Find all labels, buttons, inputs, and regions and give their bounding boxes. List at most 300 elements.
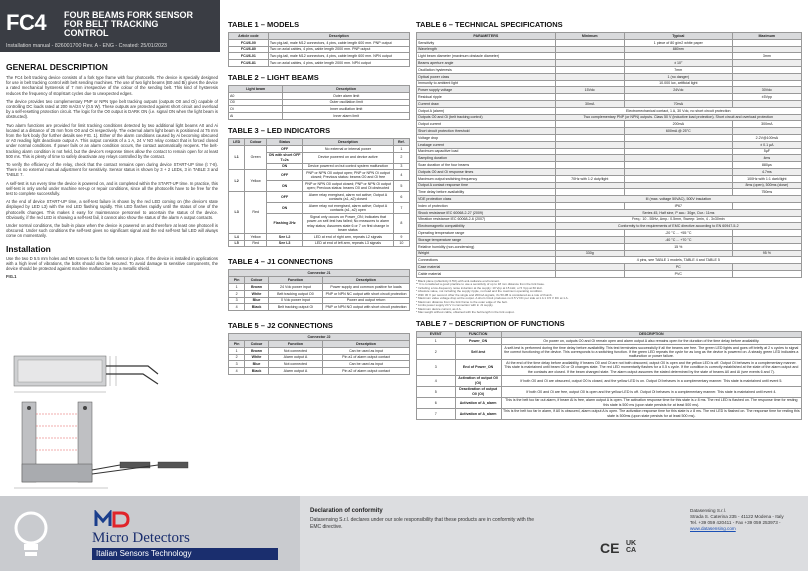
- table-cell: [624, 155, 732, 162]
- table-row: L1 Green OFF No external or internal power 1: [229, 145, 410, 152]
- table-header: Description: [323, 340, 410, 347]
- table-cell: [732, 243, 801, 250]
- table-row: [417, 80, 802, 87]
- brand-logo: [88, 506, 278, 566]
- table-row: 1 Brown Not connected Can be used as input: [229, 347, 410, 354]
- table-cell: [732, 128, 801, 135]
- table-cell: 2.2V@100mA: [732, 134, 801, 141]
- table-cell: Index of protection: [417, 202, 556, 209]
- footnote: * Black plane (reflectivity 0.5%) with anti-radiance environment.: [416, 278, 500, 283]
- table-row: Ai Inner alarm limit: [229, 113, 410, 120]
- table-cell: Deactivation of output O0 (Oi): [455, 386, 501, 397]
- table-cell: [624, 148, 732, 155]
- table-header: EVENT: [417, 331, 456, 338]
- table-row: [417, 66, 802, 73]
- table-row: ON Device powered on but control system malfunction 3: [229, 163, 410, 170]
- table-cell: [555, 236, 624, 243]
- paragraph: A self-test is run every time the device is powered on, and is completed within the START-UP time. In practice, this self-test is only useful under machine set-up or repair conditions, since all the photocells have to be free for the test to complete successfully.: [6, 180, 218, 197]
- table-cell: [555, 39, 624, 46]
- table-cell: [555, 94, 624, 101]
- table-cell: [624, 189, 732, 196]
- table-cell: Time delay before availability: [417, 189, 556, 196]
- table-cell: [555, 230, 624, 237]
- table-cell: 7: [417, 408, 456, 419]
- table-cell: 880nm: [624, 46, 732, 53]
- table-cell: This is the belt too far in alarm, if A0 is obscured, alarm output A is open. The activation response time for this state is ≥ 8 ms. The red LED is flashed on. The response time for resting this state is 500ms (upon state persists for at least 500 ms).: [503, 409, 800, 418]
- table-row: [417, 60, 802, 67]
- table-cell: ± 0.1 µA: [732, 141, 801, 148]
- table-row: [417, 141, 802, 148]
- table-cell: [555, 148, 624, 155]
- table-cell: Series 45, Half sine, P acc.: 30gn, Dur.: 11ms: [555, 209, 801, 216]
- footnote: * Absolute value, not including the supply ripple, not load and the maximum operating condition.: [416, 289, 543, 294]
- table-cell: [732, 80, 801, 87]
- table-cell: [732, 39, 801, 46]
- table-cell: Oscillation hysteresis: [417, 66, 556, 73]
- table-row: [417, 182, 802, 189]
- table-cell: Activation of A_alarm: [455, 408, 501, 419]
- table-header: Colour: [245, 340, 269, 347]
- table-row: [417, 87, 802, 94]
- table-row: 2 White Alarm output A Pin a1 of alarm output contact: [229, 354, 410, 361]
- table-header: Maximum: [732, 33, 801, 40]
- table-cell: 30Vdc: [732, 87, 801, 94]
- table7-title: TABLE 7 – DESCRIPTION OF FUNCTIONS: [416, 318, 565, 328]
- table-row: Oi Inner oscillation limit: [229, 106, 410, 113]
- table-row: [417, 386, 802, 397]
- table-row: L5 Red See L3 LED at end of left arm, repeats L3 signals 10: [229, 240, 410, 247]
- table-row: [417, 345, 802, 360]
- table5-j2-connections: [228, 333, 410, 375]
- right-column: [416, 20, 802, 420]
- table-row: [417, 397, 802, 408]
- table-cell: [624, 162, 732, 169]
- table-cell: 7mm: [624, 66, 732, 73]
- table-cell: 1: [417, 338, 456, 345]
- table-cell: 330g: [555, 250, 624, 257]
- table-cell: [555, 80, 624, 87]
- table-row: [417, 162, 802, 169]
- table-cell: PC: [624, 264, 732, 271]
- company-website-link[interactable]: www.datasensing.com: [690, 526, 736, 531]
- table-cell: Leakage current: [417, 141, 556, 148]
- table-cell: [555, 189, 624, 196]
- table-cell: Maximum capacitive load: [417, 148, 556, 155]
- table-cell: [732, 100, 801, 107]
- table-cell: Outputs O0 and Oi (belt tracking control): [417, 114, 556, 121]
- table-row: L4 Yellow See L2 LED at end of right arm, repeats L2 signals 9: [229, 233, 410, 240]
- paragraph: The device provides two complementary PNP or NPN type belt tracking outputs (outputs O0 and Oi) capable of controlling DC loads rated at 200 mA/24 V (0.5 W). These outputs are protected against short circuit and overload by a self-resetting protection circuit. The logic for the O0 output is DARK ON (i.e. signal ON when the light beam is obstructed).: [6, 98, 218, 120]
- table-cell: 4: [417, 375, 456, 386]
- table-cell: [624, 175, 732, 182]
- table-cell: [732, 46, 801, 53]
- table-row: [417, 107, 802, 114]
- table-header: Description: [283, 85, 410, 92]
- document-header: [0, 0, 220, 52]
- table-cell: ± 10°: [624, 60, 732, 67]
- footnote: * Limits power supply 24 V in connection with in J1 supply.: [416, 303, 494, 308]
- table-row: [417, 338, 802, 345]
- table-header: Article code: [229, 33, 269, 40]
- table-cell: ±5Vpp: [732, 94, 801, 101]
- table-row: L3 Red OFF Alarm relay energised, alarm not active; Output A contacts (a1, a2) closed 6: [229, 192, 410, 203]
- table-cell: [732, 66, 801, 73]
- table-row: [417, 250, 802, 257]
- table-cell: 200mA: [624, 121, 732, 128]
- table1-title: TABLE 1 – MODELS: [228, 20, 300, 29]
- table-row: O0 Outer oscillation limit: [229, 99, 410, 106]
- table-cell: [555, 202, 624, 209]
- table-row: 2 White Belt tracking output O0 PNP or NPN NC output with short circuit protection: [229, 290, 410, 297]
- table-cell: Activation of A_alarm: [455, 397, 501, 408]
- table-cell: [555, 134, 624, 141]
- table-row: [417, 202, 802, 209]
- table-header: Status: [267, 138, 303, 145]
- logo-name: Micro Detectors: [92, 530, 190, 546]
- table-cell: Light beam diameter (maximum obstacle diameter): [417, 53, 556, 60]
- table3-led-indicators: [228, 138, 410, 247]
- table-caption: Connector J1: [229, 270, 410, 277]
- table-cell: Electromechanical contact, 1 A, 30 Vdc, no short circuit protection: [555, 107, 801, 114]
- declaration-text: Datasensing S.r.l. declares under our sole responsibility that these products are in conformity with the EMC directive.: [310, 517, 535, 530]
- table-row: [417, 39, 802, 46]
- table-row: [417, 189, 802, 196]
- table-cell: Freq.: 10 - 55Hz, Amp.: 0.5mm, Sweep: 1min, 4 - 3x30min: [555, 216, 801, 223]
- table-cell: 30mA: [555, 100, 624, 107]
- table-cell: 1 (no danger): [624, 73, 732, 80]
- table-cell: Cable material: [417, 270, 556, 277]
- table-cell: Connections: [417, 257, 556, 264]
- table-cell: 3: [417, 360, 456, 375]
- table-cell: Residual ripple: [417, 94, 556, 101]
- table-cell: Vibration resistance IEC 60068-2-6 (2007): [417, 216, 556, 223]
- table-row: [417, 114, 802, 121]
- table-header: PARAMETERS: [417, 33, 556, 40]
- table-cell: Operating temperature range: [417, 230, 556, 237]
- table-cell: [624, 134, 732, 141]
- table-row: [417, 128, 802, 135]
- table-row: [417, 375, 802, 386]
- table-cell: 2: [417, 345, 456, 360]
- table-cell: 5µF: [732, 148, 801, 155]
- table-row: [417, 121, 802, 128]
- table1-models: [228, 32, 410, 67]
- table-header: Function: [268, 340, 322, 347]
- table-header: Colour: [245, 138, 267, 145]
- table-row: Flashing 2Hz Signal only occurs on Power_ON; Indicates that power-on self-test has failed; No measures to alarm relay status; Assumes state 6 or 7 on first change in beam status 8: [229, 214, 410, 233]
- table-cell: Sampling duration: [417, 155, 556, 162]
- company-phone: Tel. +39 059 420411 - Fax +39 059 253973 -: [690, 520, 781, 525]
- table-cell: [732, 73, 801, 80]
- table-row: L2 Yellow OFF PNP or NPN O0 output open; PNP or NPN Oi output closed; Previous status: beams O0 and Oi free 4: [229, 170, 410, 181]
- table-row: FC4/6-81 Two on axial cables, 4 pins, cable length 2000 mm. NPN output: [229, 60, 410, 67]
- table7-functions: [416, 331, 802, 420]
- table-cell: Self-test: [455, 345, 501, 360]
- table-cell: Output current: [417, 121, 556, 128]
- cable-j1: [106, 366, 158, 374]
- table-cell: [732, 202, 801, 209]
- table6-title: TABLE 6 – TECHNICAL SPECIFICATIONS: [416, 20, 563, 29]
- table-cell: Immunity to ambient light: [417, 80, 556, 87]
- table-cell: 4 pins, see TABLE 1 models, TABLE 4 and TABLE 5: [555, 257, 801, 264]
- table-row: A0 Outer alarm limit: [229, 92, 410, 99]
- table-cell: [555, 66, 624, 73]
- table-caption: Connector J2: [229, 334, 410, 341]
- table-row: ON PNP or NPN O0 output closed; PNP or NPN Oi output open; Previous status: beams O0 and Oi obstructed 5: [229, 181, 410, 192]
- table-cell: 70mA: [624, 100, 732, 107]
- table-cell: IP67: [624, 202, 732, 209]
- table-cell: At the end of the time delay before availability, if beams O0 and Oi are not both obscured, output O0 is open and the yellow LED is off. Output Oi behaves in a complementary manner. This state is maintained until beam O0 or Oi changes state. The red LED momentarily flashes for a 0.5 s cycle. If the condition is correctly established at the state of the alarm output and the contacts are closed. If the beam changed state. The alarm output assumes the stated determined by the state of beams A0 and Ai (see events 6 and 7).: [501, 360, 801, 375]
- table-row: [417, 209, 802, 216]
- table-cell: [555, 121, 624, 128]
- table-cell: Sensitivity: [417, 39, 556, 46]
- paragraph: Two alarm functions are provided for limit tracking conditions detected by two additional light beams A0 and Ai located at a distance of 25 mm from O0 and Oi respectively. The external alarm light beam is positioned at 75 mm from the fork body (for further details see FIG. 1). Either of the alarm conditions caused by Ai becoming obscured or A0 reading light deactivate output A. This output consists of a 1 A, 24 V NO relay contact that is forced closed under normal conditions. If power fails or an alarm condition occurs, the contact automatically reopens. The belt-tracking alarm condition is not held, but the device's response times allow the contact to remain open for at least 500 ms. This is plenty of time to safely deactivate any relays controlled by the contact.: [6, 122, 218, 159]
- table-row: [417, 100, 802, 107]
- table-cell: [555, 73, 624, 80]
- table-cell: 1 piece of 80 g/m2 white paper: [624, 39, 732, 46]
- ukca-mark: UK CA: [626, 540, 637, 554]
- table-row: [417, 236, 802, 243]
- table-cell: 5: [417, 386, 456, 397]
- table-cell: [732, 264, 801, 271]
- table-cell: [732, 230, 801, 237]
- table-row: [417, 134, 802, 141]
- paragraph: To verify the efficiency of the relay, check that the contact remains open during device START-UP time (t 7-8). There is no external manual adjustment for sensitivity. Sensor status is shown by 3 + 2 LEDs, 3 in TABLE 3 and TABLE 7.: [6, 162, 218, 178]
- middle-column: [228, 20, 410, 375]
- table-cell: VDE protection class: [417, 196, 556, 203]
- table-cell: Outputs O0 and Oi response times: [417, 168, 556, 175]
- footnote: * Max weight without cable, obtained with the belt length in the fork output.: [416, 310, 515, 315]
- table-cell: [555, 182, 624, 189]
- manual-subtitle: Installation manual - 826001700 Rev. A - ENG - Created: 25/01/2023: [6, 43, 167, 49]
- table-cell: [555, 168, 624, 175]
- table-row: 4 Black Belt tracking output Oi PNP or NPN NO output with short circuit protection: [229, 304, 410, 311]
- section-heading: Installation: [6, 243, 51, 254]
- footnote: * Maximum value voltage drop at the output. A short circuit produces no 0.5 V DC per side at 1 A 1 0.5 V DC at 1 A.: [416, 296, 569, 301]
- table-cell: Electromagnetic compatibility: [417, 223, 556, 230]
- cable-j2: [106, 374, 158, 384]
- table-row: FC4/6-80 Two on axial cables, 4 pins, cable length 2000 mm. PNP output: [229, 46, 410, 53]
- table-cell: Short circuit protection threshold: [417, 128, 556, 135]
- table-row: [417, 408, 802, 419]
- ce-mark: CE: [600, 540, 620, 556]
- connector-j2: [158, 462, 188, 468]
- table-cell: -40 °C ... +70 °C: [624, 236, 732, 243]
- table-row: [417, 196, 802, 203]
- table-cell: 4.7ms: [732, 168, 801, 175]
- table-cell: Current draw: [417, 100, 556, 107]
- paragraph: The FC4 belt tracking device consists of a fork type frame with four photocells. The device is specially designed for use in belt tracking control with belt sending machines. The use of two light beams (B0 and Bi) gives the device a rated mechanical hysteresis of 7 mm irrespective of the colour of the sending belt. This kind of hysteresis reduces the frequency of stop/start cycles due to unexpected edges.: [6, 75, 218, 96]
- table-header: Description: [323, 277, 410, 284]
- table-cell: [624, 250, 732, 257]
- table4-j1-connections: [228, 269, 410, 311]
- table-header: Function: [268, 277, 322, 284]
- table-cell: Scan duration of the four beams: [417, 162, 556, 169]
- table-header: Light beam: [229, 85, 283, 92]
- table-cell: If both O0 and Oi are free, output O0 is open and the yellow LED is off. Output Oi behaves in a complementary manner. This state is maintained until event 4.: [501, 386, 801, 397]
- paragraph: Use the two D 5.5 mm holes and M6 screws to fix the fork sensor in place. If the device is installed in applications with a high level of vibrations, the bolts should also be secured. To avoid damage to sensitive components, the device should be protected against machine malfunctions by a metallic shield.: [6, 255, 218, 272]
- table-cell: Conformity to the requirements of EMC directive according to EN 60947-5-2: [555, 223, 801, 230]
- table-cell: End of Power_ON: [455, 360, 501, 375]
- table-header: Minimum: [555, 33, 624, 40]
- table-cell: 15 %: [624, 243, 732, 250]
- table-row: [417, 270, 802, 277]
- table3-title: TABLE 3 – LED INDICATORS: [228, 125, 331, 135]
- table-cell: [732, 60, 801, 67]
- table-header: Typical: [624, 33, 732, 40]
- table-cell: Two complementary PNP (or NPN) outputs. Class 50 V (inductive load protection). Short circuit and overload protection: [555, 114, 801, 121]
- table-cell: [624, 94, 732, 101]
- table-row: 3 Blue 0 Vdc power input Power and output return: [229, 297, 410, 304]
- product-title: FOUR BEAMS FORK SENSOR FOR BELT TRACKING CONTROL: [64, 10, 194, 38]
- table-row: [417, 230, 802, 237]
- table2-title: TABLE 2 – LIGHT BEAMS: [228, 72, 319, 82]
- table-cell: [555, 141, 624, 148]
- table-cell: A self-test is performed during the time delay before availability. This test terminates successfully if all the beams are free. The green LED lights and goes off briefly at 2 s cycles to signal the correct functioning of the device. This corresponds to a switching function. If the green LED repeats the cycle for as long as the device is powered on. A steady green LED indicates a malfunction or power failure.: [501, 345, 801, 360]
- table-cell: 70Hz with 1:2 duty/light: [555, 175, 624, 182]
- table-cell: Output A (alarm): [417, 107, 556, 114]
- table-cell: Voltage drop: [417, 134, 556, 141]
- table-row: [417, 223, 802, 230]
- footnote: * Including a low-frequency noise induction at the supply: 10 Vpp at 15 kHz, or 5 Vpp at 60 kHz.: [416, 285, 543, 290]
- fork-base: [22, 464, 92, 482]
- table-cell: 6: [417, 397, 456, 408]
- table-cell: III (max. voltage 50VAC), 500V insulation: [555, 196, 801, 203]
- figure-label: FIG.1: [6, 274, 17, 280]
- table-row: [417, 264, 802, 271]
- table-cell: 600mA @ 25°C: [624, 128, 732, 135]
- footnote: ** It is considered a good practice to use a sensitivity of up to 18 mm distance from the fork base.: [416, 282, 545, 287]
- table-cell: [732, 270, 801, 277]
- table6-technical-specs: [416, 32, 802, 278]
- table-cell: On power on, outputs O0 and Oi remain open and alarm output A also remains open for the duration of the time delay before availability.: [501, 338, 801, 345]
- footnote: * Maximum device current, as 2 A.: [416, 306, 462, 311]
- table-cell: 15Vdc: [555, 87, 624, 94]
- table-row: FC4/6-00 Two pig-tail, male M12 connectors, 4 pins, cable length 600 mm. PNP output: [229, 39, 410, 46]
- table-header: Pin: [229, 277, 245, 284]
- table-cell: Storage temperature range: [417, 236, 556, 243]
- table-cell: [555, 264, 624, 271]
- table-row: [417, 257, 802, 264]
- table-header: Ref.: [393, 138, 409, 145]
- table-cell: Activation of output O0 (Oi): [455, 375, 501, 386]
- table-cell: Power supply voltage: [417, 87, 556, 94]
- table-cell: Relative humidity (non-condensing): [417, 243, 556, 250]
- table-cell: [555, 46, 624, 53]
- table-cell: 880µs: [732, 162, 801, 169]
- company-address: [690, 508, 804, 532]
- table-cell: Beams aperture angle: [417, 60, 556, 67]
- table-row: 4 Black Alarm output A Pin a2 of alarm output contact: [229, 368, 410, 375]
- fig1-drawing: [8, 352, 220, 492]
- table-cell: [555, 270, 624, 277]
- table-cell: Weight: [417, 250, 556, 257]
- table-row: [417, 243, 802, 250]
- table5-title: TABLE 5 – J2 CONNECTIONS: [228, 321, 333, 331]
- table-cell: [624, 141, 732, 148]
- table-cell: [555, 243, 624, 250]
- company-street: Strada S. Caterina 235 - 41122 Modena - Italy: [690, 514, 784, 519]
- table-cell: [555, 53, 624, 60]
- table-cell: Case material: [417, 264, 556, 271]
- table-cell: 8ms (open), 500ms (close): [732, 182, 801, 189]
- table-cell: PVC: [624, 270, 732, 277]
- general-description-section: [6, 62, 218, 280]
- table-header: LED: [229, 138, 245, 145]
- table-row: ON Alarm relay not energised, alarm active; Output A contacts (a1, a2) open 7: [229, 203, 410, 214]
- table-row: [417, 155, 802, 162]
- table-header: Description: [303, 138, 394, 145]
- table-cell: 10.000 lux, artificial light: [624, 80, 732, 87]
- table-header: Description: [268, 33, 409, 40]
- table-row: [417, 46, 802, 53]
- table-cell: [555, 155, 624, 162]
- table-cell: Wavelength: [417, 46, 556, 53]
- table-header: Pin: [229, 340, 245, 347]
- table6-notes: [416, 280, 802, 315]
- table-header: DESCRIPTION: [501, 331, 801, 338]
- section-heading: GENERAL DESCRIPTION: [6, 62, 108, 72]
- declaration-title: Declaration of conformity: [310, 508, 383, 514]
- table-row: [417, 168, 802, 175]
- table-cell: Output A contact response time: [417, 182, 556, 189]
- declaration: [310, 508, 540, 531]
- table-cell: Power_ON: [455, 338, 501, 345]
- table4-title: TABLE 4 – J1 CONNECTIONS: [228, 257, 333, 267]
- logo-tagline: Italian Sensors Technology: [92, 548, 278, 560]
- product-code: FC4: [6, 10, 47, 35]
- table-cell: Maximum output switching frequency: [417, 175, 556, 182]
- table-row: ON with short OFF T=2s Device powered on and device active 2: [229, 152, 410, 163]
- company-name: Datasensing S.r.l.: [690, 508, 727, 513]
- table-cell: [555, 162, 624, 169]
- table-row: FC4/6-01 Two pig-tail, male M12 connectors, 4 pins, cable length 600 mm. NPN output: [229, 53, 410, 60]
- table-row: [417, 53, 802, 60]
- table-cell: [624, 168, 732, 175]
- bulb-icon: [8, 508, 54, 562]
- table-header: FUNCTION: [455, 331, 501, 338]
- table-cell: [555, 128, 624, 135]
- table-row: [417, 216, 802, 223]
- table-row: [417, 148, 802, 155]
- paragraph: Under normal conditions, the built-in place when the device is powered on and therefore at least one photocell is obscured. Under such conditions the self-test gives no significant signal and the red self-test fail LED will always come on momentarily.: [6, 223, 218, 239]
- table-cell: 750ms: [732, 189, 801, 196]
- footnote: * With 30 V per second. After the single and 200mA signals, it's 50 dB is considered as a rule of thumb.: [416, 292, 553, 297]
- table-cell: 95 %: [732, 250, 801, 257]
- table-cell: -20 °C ... +55 °C: [624, 230, 732, 237]
- table-row: [417, 94, 802, 101]
- table-cell: 4ms: [732, 155, 801, 162]
- paragraph: At the end of device START-UP time, a self-test failure is shown by the red LED coming on (the device's state displayed by LED L3) with the red LED flashing rapidly. This LED flashes rapidly until the status of one of the photocells changes. This makes it easy for maintenance personnel to ascertain the status of the device. Obviously, if the red LED is showing a self-test fail, it cannot also show the status of the alarm A output contacts.: [6, 199, 218, 220]
- table-cell: [624, 182, 732, 189]
- table-cell: [624, 53, 732, 60]
- table-cell: [555, 60, 624, 67]
- table-header: Colour: [245, 277, 269, 284]
- table-row: [417, 73, 802, 80]
- table-row: [417, 175, 802, 182]
- table-cell: 24Vdc: [624, 87, 732, 94]
- table-cell: 100Hz with 1:1 dark/light: [732, 175, 801, 182]
- table-cell: Optical power class: [417, 73, 556, 80]
- table-cell: [732, 236, 801, 243]
- md-logo-mark: [94, 510, 130, 528]
- table-row: 1 Brown 24 Vdc power input Power supply and common positive for loads: [229, 283, 410, 290]
- table-cell: This is the belt too far out alarm, if beam Ai is free, alarm output A is open. The activation response time for this state is ≥ 8 ms. The red LED is flashed on. The response time for resting this state is 500 ms (upon state persists for at least 500 ms).: [501, 397, 801, 408]
- table-cell: 300mA: [732, 121, 801, 128]
- table-row: 3 Blue Not connected Can be used as input: [229, 361, 410, 368]
- table-cell: If both O0 and Oi are obscured, output O0 is closed, and the yellow LED is on. Output Oi behaves in a complementary manner. This state is maintained until event 5.: [501, 375, 801, 386]
- table-row: [417, 360, 802, 375]
